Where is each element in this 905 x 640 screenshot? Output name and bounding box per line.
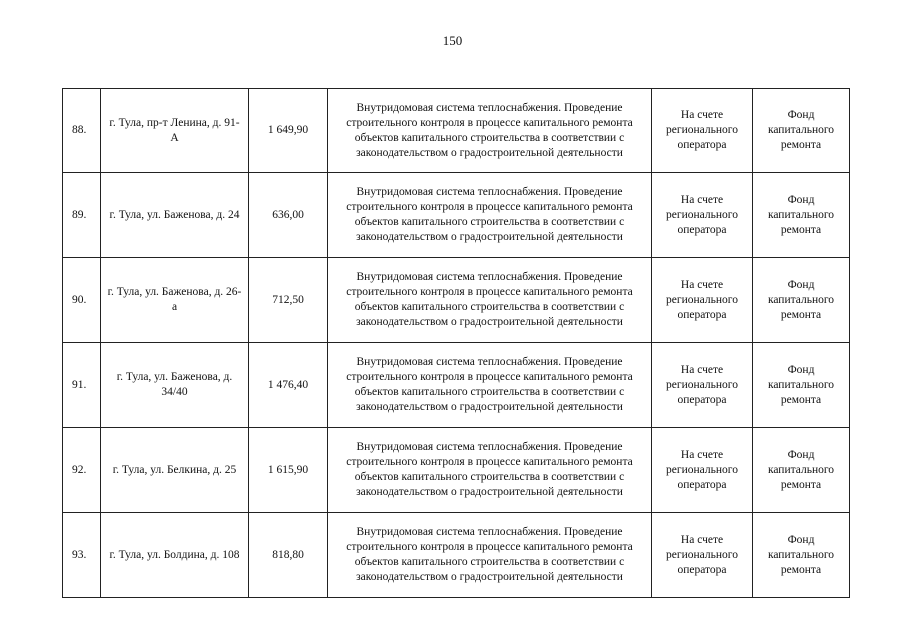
row-number: 90. — [63, 258, 101, 343]
account-cell: На счете регионального оператора — [652, 173, 753, 258]
row-number: 88. — [63, 89, 101, 173]
source-cell: Фонд капитального ремонта — [753, 173, 850, 258]
table-row — [63, 513, 850, 598]
table-row — [63, 173, 850, 258]
account-cell: На счете регионального оператора — [652, 428, 753, 513]
table-row — [63, 89, 850, 173]
description-cell: Внутридомовая система теплоснабжения. Проведение строительного контроля в процессе капитального ремонта объектов капитального строительства в соответствии с законодательством о градостроительной деятельности — [328, 428, 652, 513]
cost-cell: 1 476,40 — [249, 343, 328, 428]
description-cell: Внутридомовая система теплоснабжения. Проведение строительного контроля в процессе капитального ремонта объектов капитального строительства в соответствии с законодательством о градостроительной деятельности — [328, 89, 652, 173]
source-cell: Фонд капитального ремонта — [753, 258, 850, 343]
source-cell: Фонд капитального ремонта — [753, 428, 850, 513]
description-cell: Внутридомовая система теплоснабжения. Проведение строительного контроля в процессе капитального ремонта объектов капитального строительства в соответствии с законодательством о градостроительной деятельности — [328, 258, 652, 343]
works-table — [62, 88, 850, 598]
address-cell: г. Тула, пр-т Ленина, д. 91-А — [101, 89, 249, 173]
source-cell: Фонд капитального ремонта — [753, 513, 850, 598]
address-cell: г. Тула, ул. Баженова, д. 26-а — [101, 258, 249, 343]
cost-cell: 712,50 — [249, 258, 328, 343]
address-cell: г. Тула, ул. Болдина, д. 108 — [101, 513, 249, 598]
cost-cell: 1 649,90 — [249, 89, 328, 173]
description-cell: Внутридомовая система теплоснабжения. Проведение строительного контроля в процессе капитального ремонта объектов капитального строительства в соответствии с законодательством о градостроительной деятельности — [328, 173, 652, 258]
address-cell: г. Тула, ул. Баженова, д. 34/40 — [101, 343, 249, 428]
cost-cell: 1 615,90 — [249, 428, 328, 513]
account-cell: На счете регионального оператора — [652, 513, 753, 598]
account-cell: На счете регионального оператора — [652, 343, 753, 428]
table-row — [63, 428, 850, 513]
source-cell: Фонд капитального ремонта — [753, 343, 850, 428]
table-row — [63, 258, 850, 343]
address-cell: г. Тула, ул. Баженова, д. 24 — [101, 173, 249, 258]
table-row — [63, 343, 850, 428]
description-cell: Внутридомовая система теплоснабжения. Проведение строительного контроля в процессе капитального ремонта объектов капитального строительства в соответствии с законодательством о градостроительной деятельности — [328, 513, 652, 598]
account-cell: На счете регионального оператора — [652, 258, 753, 343]
row-number: 92. — [63, 428, 101, 513]
row-number: 89. — [63, 173, 101, 258]
row-number: 93. — [63, 513, 101, 598]
account-cell: На счете регионального оператора — [652, 89, 753, 173]
source-cell: Фонд капитального ремонта — [753, 89, 850, 173]
description-cell: Внутридомовая система теплоснабжения. Проведение строительного контроля в процессе капитального ремонта объектов капитального строительства в соответствии с законодательством о градостроительной деятельности — [328, 343, 652, 428]
page-number: 150 — [442, 33, 463, 48]
row-number: 91. — [63, 343, 101, 428]
cost-cell: 818,80 — [249, 513, 328, 598]
cost-cell: 636,00 — [249, 173, 328, 258]
address-cell: г. Тула, ул. Белкина, д. 25 — [101, 428, 249, 513]
